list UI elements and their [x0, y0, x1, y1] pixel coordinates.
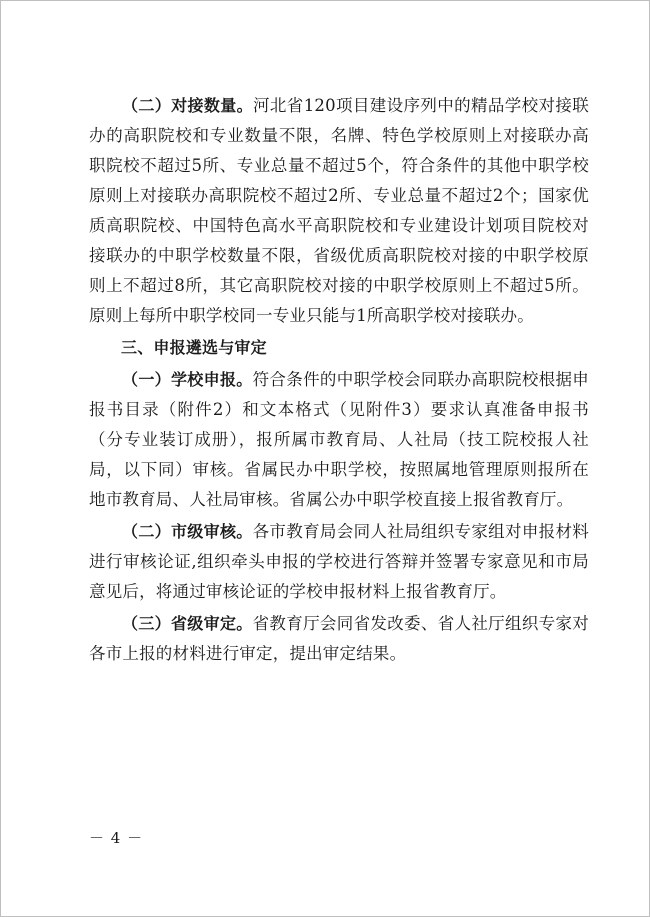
paragraph-lead: （二）对接数量。: [122, 96, 254, 115]
section-heading: 三、申报遴选与审定: [121, 338, 267, 357]
page-number: － 4 －: [89, 829, 144, 847]
paragraph-lead: （三）省级审定。: [122, 614, 253, 633]
paragraph-provincial-approval: [89, 609, 589, 669]
paragraph-docking-quantity: [89, 91, 589, 331]
paragraph-lead: （二）市级审核。: [122, 522, 253, 541]
paragraph-city-review: [89, 517, 589, 607]
paragraph-text: 河北省120项目建设序列中的精品学校对接联办的高职院校和专业数量不限，名牌、特色学校原则上对接联办高职院校不超过5所、专业总量不超过5个，符合条件的其他中职学校原则上对接联办高职院校不超过2所、专业总量不超过2个；国家优质高职院校、中国特色高水平高职院校和专业建设计划项目院校对接联办的中职学校数量不限，省级优质高职院校对接的中职学校原则上不超过8所，其它高职院校对接的中职学校原则上不超过5所。原则上每所中职学校同一专业只能与1所高职学校对接联办。: [89, 96, 589, 325]
paragraph-school-application: [89, 365, 589, 515]
document-body: [89, 91, 589, 669]
paragraph-text: 各市教育局会同人社局组织专家组对申报材料进行审核论证,组织牵头申报的学校进行答辩并签署专家意见和市局意见后，将通过审核论证的学校申报材料上报省教育厅。: [89, 522, 589, 601]
paragraph-lead: （一）学校申报。: [122, 370, 253, 389]
paragraph-text: 省教育厅会同省发改委、省人社厅组织专家对各市上报的材料进行审定，提出审定结果。: [89, 614, 589, 663]
paragraph-text: 符合条件的中职学校会同联办高职院校根据申报书目录（附件2）和文本格式（见附件3）要求认真准备申报书（分专业装订成册），报所属市教育局、人社局（技工院校报人社局，以下同）审核。省属民办中职学校，按照属地管理原则报所在地市教育局、人社局审核。省属公办中职学校直接上报省教育厅。: [89, 370, 589, 509]
